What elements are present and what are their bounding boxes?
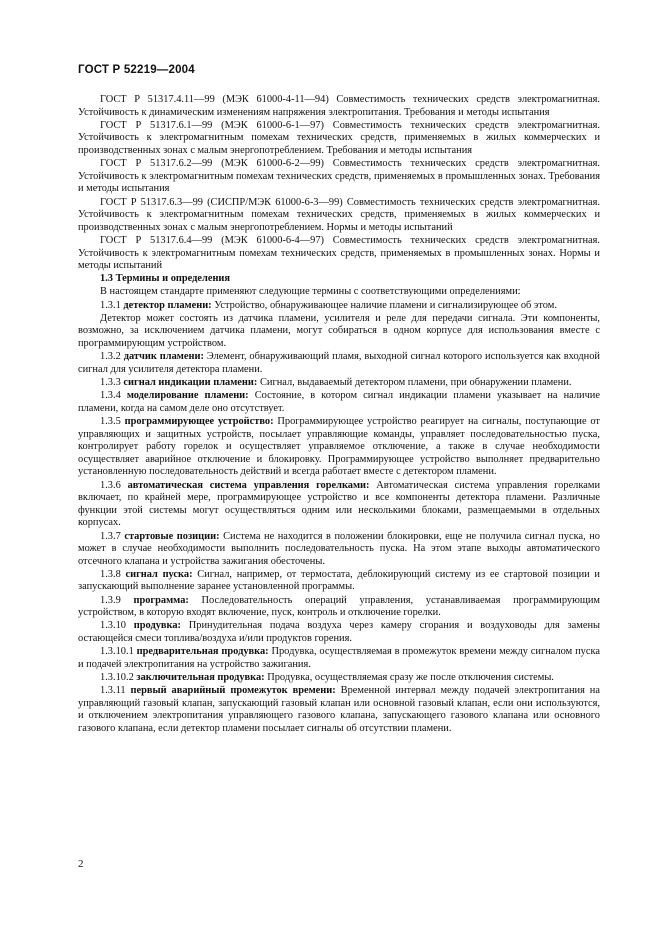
- term-name: детектор пламени:: [123, 299, 212, 311]
- term-definition: [78, 390, 600, 415]
- term-name: сигнал индикации пламени:: [123, 377, 258, 388]
- term-text: Продувка, осуществляемая сразу же после отключения системы.: [267, 672, 554, 683]
- term-text: Детектор может состоять из датчика пламени, усилителя и реле для передачи сигнала. Эти компоненты, возможно, за исключением датчика пламени, могут собираться в одном корпусе для использования вместе с программирующим устройством.: [78, 312, 600, 350]
- term-name: датчик пламени:: [123, 351, 204, 363]
- term-name: автоматическая система управления горелками:: [127, 479, 370, 491]
- term-text: Принудительная подача воздуха через камеру сгорания и воздуховоды для замены остающейся смеси топлива/воздуха и/или продуктов горения.: [78, 620, 600, 645]
- term-definition: [78, 416, 600, 479]
- term-name: продувка:: [133, 620, 181, 632]
- term-number: 1.3.10: [100, 620, 126, 632]
- term-definition: [78, 531, 600, 569]
- term-number: 1.3.1: [100, 299, 121, 311]
- section-intro: В настоящем стандарте применяют следующие термины с соответствующими определениями:: [100, 286, 521, 298]
- term-number: 1.3.5: [100, 415, 121, 427]
- standard-ref: ГОСТ Р 51317.6.2—99 (МЭК 61000-6-2—99) Совместимость технических средств электромагнитная. Устойчивость к электромагнитным помехам технических средств, применяемых в промышленных зонах. Требования и методы испытания: [78, 158, 600, 195]
- term-number: 1.3.9: [100, 594, 121, 606]
- term-text: Состояние, в котором сигнал индикации пламени указывает на наличие пламени, когда на самом деле оно отсутствует.: [78, 390, 600, 414]
- term-number: 1.3.10.1: [100, 646, 134, 658]
- term-definition: [78, 672, 600, 685]
- term-text: Сигнал, выдаваемый детектором пламени, при обнаружении пламени.: [259, 377, 572, 388]
- term-name: моделирование пламени:: [126, 390, 249, 402]
- term-definition: [78, 620, 600, 645]
- term-text: Элемент, обнаруживающий пламя, выходной сигнал которого используется как входной сигнал для усилителя детектора пламени.: [78, 351, 600, 375]
- term-note: [78, 313, 600, 351]
- term-name: программа:: [133, 594, 189, 606]
- document-body: [78, 94, 600, 736]
- term-number: 1.3.7: [100, 530, 121, 542]
- standard-ref: ГОСТ Р 51317.4.11—99 (МЭК 61000-4-11—94) Совместимость технических средств электромагнитная. Устойчивость к динамическим изменениям напряжения электропитания. Требования и методы испытания: [78, 94, 600, 118]
- term-text: Автоматическая система управления горелками включает, по крайней мере, программирующее устройство и все компоненты детектора пламени. Различные функции этой системы могут осуществляться одним или несколькими блоками, размещаемыми в отдельных корпусах.: [78, 479, 600, 529]
- standard-ref: ГОСТ Р 51317.6.3—99 (СИСПР/МЭК 61000-6-3—99) Совместимость технических средств электромагнитная. Устойчивость к электромагнитным помехам технических средств, применяемых в жилых коммерческих и производственных зонах с малым энергопотреблением. Нормы и методы испытаний: [78, 196, 600, 233]
- term-definition: [78, 300, 600, 313]
- term-text: Система не находится в положении блокировки, еще не получила сигнал пуска, но может в случае необходимости выполнить последовательность пуска. На этом этапе выходы автоматического отсечного клапана и устройства зажигания обесточены.: [78, 530, 600, 567]
- term-name: первый аварийный промежуток времени:: [130, 685, 336, 697]
- term-number: 1.3.10.2: [100, 672, 134, 683]
- term-number: 1.3.2: [100, 351, 121, 363]
- term-text: Программирующее устройство реагирует на сигналы, поступающие от управляющих и защитных устройств, посылает управляющие команды, управляет последовательностью пуска, контролирует работу горелок и осуществляет управляемое отключение, а также в случае необходимости осуществляет аварийное отключение и блокировку. Программирующее устройство выполняет предварительно установленную последовательность действий и всегда работает вместе с детектором пламени.: [78, 415, 600, 478]
- term-text: Последовательность операций управления, устанавливаемая программирующим устройством, в которую входят включение, пуск, контроль и отключение горелки.: [78, 594, 600, 619]
- term-name: заключительная продувка:: [136, 672, 265, 683]
- term-number: 1.3.6: [100, 479, 121, 491]
- term-definition: [78, 595, 600, 620]
- term-name: сигнал пуска:: [125, 568, 193, 580]
- term-definition: [78, 351, 600, 376]
- standard-ref: ГОСТ Р 51317.6.4—99 (МЭК 61000-6-4—97) Совместимость технических средств электромагнитная. Устойчивость к электромагнитным помехам технических средств, применяемых в промышленных зонах. Нормы и методы испытаний: [78, 234, 600, 272]
- term-definition: [78, 569, 600, 594]
- standard-ref: ГОСТ Р 51317.6.1—99 (МЭК 61000-6-1—97) Совместимость технических средств электромагнитная. Устойчивость к электромагнитным помехам технических средств, применяемых в жилых коммерческих и производственных зонах с малым энергопотреблением. Требования и методы испытания: [78, 119, 600, 156]
- term-number: 1.3.8: [100, 568, 121, 580]
- term-text: Сигнал, например, от термостата, деблокирующий систему из ее стартовой позиции и запускающий выполнение заранее установленной программы.: [78, 568, 600, 593]
- term-name: программирующее устройство:: [124, 415, 274, 427]
- term-text: Продувка, осуществляемая в промежуток времени между сигналом пуска и подачей электропитания на устройство зажигания.: [78, 646, 600, 670]
- term-definition: [78, 685, 600, 735]
- section-heading: 1.3 Термины и определения: [100, 273, 231, 285]
- term-text: Устройство, обнаруживающее наличие пламени и сигнализирующее об этом.: [214, 299, 557, 311]
- page-number: 2: [78, 858, 84, 870]
- term-number: 1.3.3: [100, 377, 121, 388]
- term-name: предварительная продувка:: [136, 646, 269, 658]
- term-text: Временной интервал между подачей электропитания на управляющий газовый клапан, запускающий газовый клапан или основной газовый клапан, если они используются, и отключением электропитания управляющего газового клапана, запускающего газового клапана или основного газового клапана, если детектор пламени посылает сигналы об отсутствии пламени.: [78, 685, 600, 734]
- term-number: 1.3.11: [100, 685, 126, 697]
- term-definition: [78, 377, 600, 390]
- document-header: ГОСТ Р 52219—2004: [78, 64, 195, 76]
- term-number: 1.3.4: [100, 390, 121, 402]
- term-definition: [78, 646, 600, 671]
- term-definition: [78, 480, 600, 530]
- term-name: стартовые позиции:: [124, 530, 220, 542]
